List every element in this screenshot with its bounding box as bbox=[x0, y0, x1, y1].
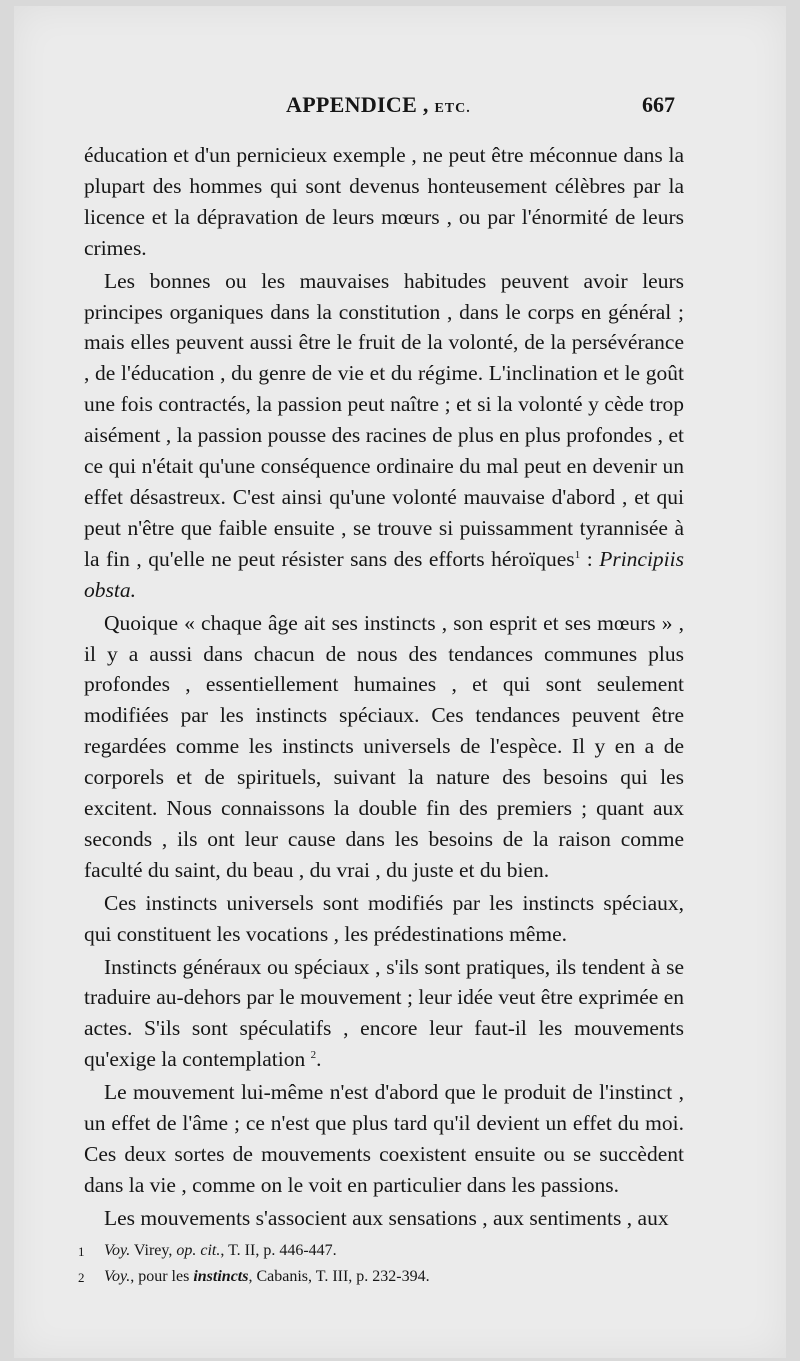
paragraph bbox=[84, 888, 684, 950]
paragraph-text: Les bonnes ou les mauvaises habitudes peuvent avoir leurs principes organiques dans la constitution , dans le corps en général ; mais elles peuvent aussi être le fruit de la volonté, de la persévérance , de l'éducation , du genre de vie et du régime. L'inclination et le goût une fois contractés, la passion peut naître ; et si la volonté y cède trop aisément , la passion pousse des racines de plus en plus profondes , et ce qui n'était qu'une conséquence ordinaire du mal peut en devenir un effet désastreux. C'est ainsi qu'une volonté mauvaise d'abord , et qui peut n'être que faible ensuite , se trouve si puissamment tyrannisée à la fin , qu'elle ne peut résister sans des efforts héroïques bbox=[84, 268, 684, 571]
paragraph-text: éducation et d'un pernicieux exemple , ne peut être méconnue dans la plupart des hommes qui sont devenus honteusement célèbres par la licence et la dépravation de leurs mœurs , ou par l'énormité de leurs crimes. bbox=[84, 143, 684, 260]
footnote-1 bbox=[78, 1238, 698, 1264]
paragraph-text: Instincts généraux ou spéciaux , s'ils sont pratiques, ils tendent à se traduire au-dehors par le mouvement ; leur idée veut être exprimée en actes. S'ils sont spéculatifs , encore leur faut-il les mouvements qu'exige la contemplation bbox=[84, 954, 684, 1072]
period-text: . bbox=[316, 1047, 322, 1072]
colon-text: : bbox=[580, 546, 600, 571]
footnote-number: 2 bbox=[78, 1270, 85, 1285]
footnote-citation: op. cit. bbox=[176, 1242, 221, 1259]
footnote-ref-1: 1 bbox=[574, 548, 581, 561]
running-title-small-caps: ETC. bbox=[434, 101, 471, 116]
footnotes bbox=[78, 1238, 698, 1290]
footnote-ref-2: 2 bbox=[310, 1049, 317, 1062]
running-title-text: APPENDICE , bbox=[286, 92, 429, 117]
page-number: 667 bbox=[642, 92, 675, 117]
paragraph bbox=[84, 266, 684, 606]
paragraph-text: Les mouvements s'associent aux sensations , aux sentiments , aux bbox=[104, 1205, 669, 1230]
paragraph bbox=[84, 1203, 684, 1234]
paragraph bbox=[84, 1077, 684, 1201]
paragraph bbox=[84, 140, 684, 264]
latin-maxim: Principiis obsta. bbox=[84, 546, 684, 602]
running-title bbox=[286, 92, 471, 118]
running-header bbox=[0, 92, 800, 128]
footnote-number: 1 bbox=[78, 1244, 85, 1259]
footnote-voy: Voy. bbox=[104, 1268, 131, 1285]
paragraph-text: Le mouvement lui-même n'est d'abord que le produit de l'instinct , un effet de l'âme ; ce n'est que plus tard qu'il devient un effet du moi. Ces deux sortes de mouvements coexistent ensuite ou se succèdent dans la vie , comme on le voit en particulier dans les passions. bbox=[84, 1080, 684, 1197]
footnote-text bbox=[104, 1264, 430, 1290]
footnote-citation: instincts bbox=[193, 1268, 249, 1285]
footnote-voy: Voy. bbox=[104, 1242, 131, 1259]
paragraph-text: Quoique « chaque âge ait ses instincts , son esprit et ses mœurs » , il y a aussi dans chacun de nous des tendances communes plus profondes , essentiellement humaines , et qui sont seulement modifiées par les instincts spéciaux. Ces tendances peuvent être regardées comme les instincts universels de l'espèce. Il y en a de corporels et de spirituels, suivant la nature des besoins qui les excitent. Nous connaissons la double fin des premiers ; quant aux seconds , ils ont leur cause dans les besoins de la raison comme faculté du saint, du beau , du vrai , du juste et du bien. bbox=[84, 610, 684, 882]
paragraph bbox=[84, 952, 684, 1076]
footnote-2 bbox=[78, 1264, 698, 1290]
footnote-reference: , Cabanis, T. III, p. 232-394. bbox=[248, 1268, 430, 1285]
body-text bbox=[84, 140, 684, 1234]
footnote-text bbox=[104, 1238, 337, 1264]
footnote-connector: , pour les bbox=[130, 1268, 194, 1285]
paragraph-text: Ces instincts universels sont modifiés par les instincts spéciaux, qui constituent les vocations , les prédestinations même. bbox=[84, 890, 684, 946]
paragraph bbox=[84, 608, 684, 886]
footnote-author: Virey, bbox=[130, 1242, 177, 1259]
footnote-reference: , T. II, p. 446-447. bbox=[220, 1242, 337, 1259]
